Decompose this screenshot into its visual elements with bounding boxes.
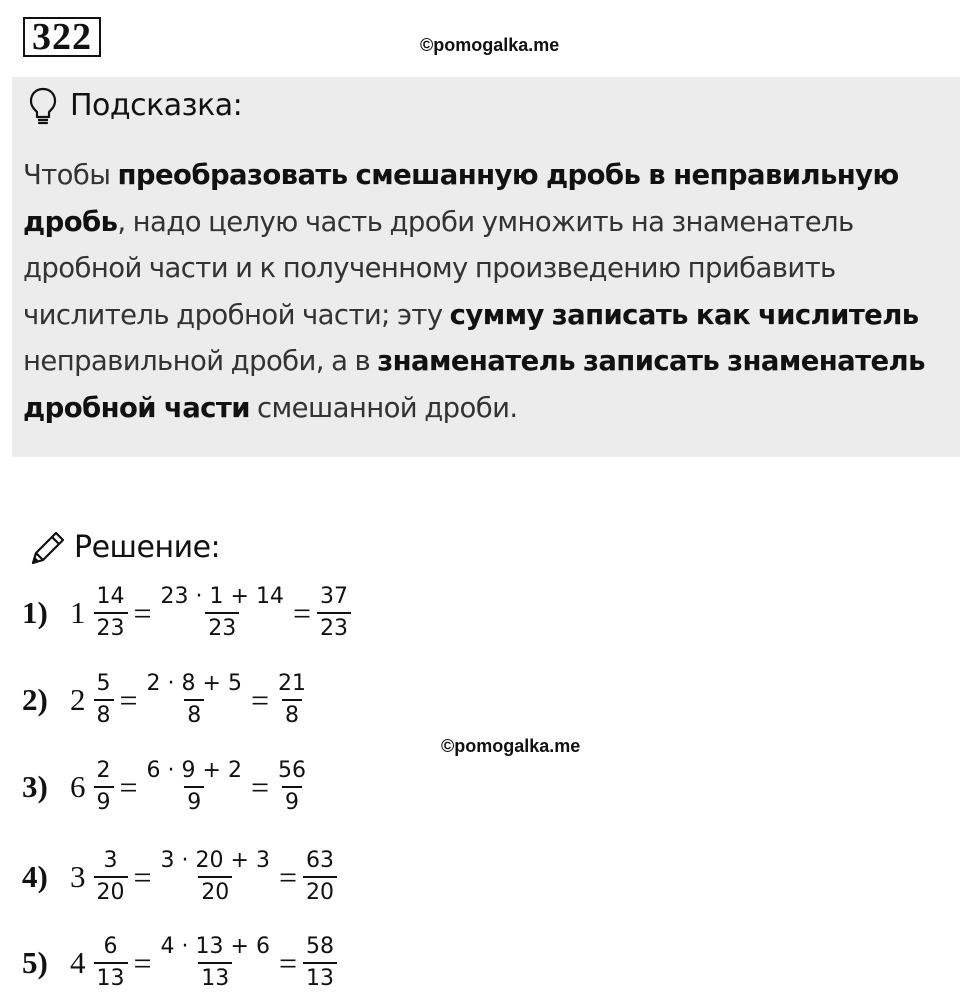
mixed-fraction xyxy=(94,669,114,731)
whole-part: 1 xyxy=(70,595,86,630)
hint-plain-text: смешанной дроби. xyxy=(249,391,518,424)
equals-sign: = xyxy=(133,858,152,895)
pencil-icon xyxy=(28,528,68,568)
result-fraction xyxy=(275,756,309,818)
numerator: 56 xyxy=(277,758,306,783)
mixed-fraction xyxy=(94,932,128,994)
expression-fraction xyxy=(144,669,245,731)
equals-sign: = xyxy=(119,768,138,805)
hint-bold-text: преобразовать смешанную дробь в неправильную дробь xyxy=(23,159,899,238)
numerator: 2 · 8 + 5 xyxy=(146,671,242,696)
mixed-fraction xyxy=(94,582,128,644)
equals-sign: = xyxy=(250,681,269,718)
solution-row xyxy=(22,578,353,648)
mixed-fraction xyxy=(94,846,128,908)
equals-sign: = xyxy=(292,594,311,631)
denominator: 13 xyxy=(198,962,232,994)
denominator: 9 xyxy=(184,786,204,818)
task-number: 322 xyxy=(23,17,101,57)
whole-part: 3 xyxy=(70,859,86,894)
whole-part: 2 xyxy=(70,682,86,717)
hint-bold-text: знаменатель записать знаменатель дробной части xyxy=(23,345,925,424)
denominator: 13 xyxy=(303,962,337,994)
row-label: 1) xyxy=(22,595,48,630)
solution-row xyxy=(22,752,311,822)
solution-title: Решение: xyxy=(74,530,221,565)
solution-row xyxy=(22,665,311,735)
numerator: 4 · 13 + 6 xyxy=(160,934,270,959)
mixed-fraction xyxy=(94,756,114,818)
row-label: 4) xyxy=(22,859,48,894)
watermark-top: ©pomogalka.me xyxy=(420,35,560,55)
equals-sign: = xyxy=(250,768,269,805)
denominator: 13 xyxy=(94,962,128,994)
numerator: 63 xyxy=(305,848,334,873)
numerator: 5 xyxy=(96,671,111,696)
denominator: 23 xyxy=(317,612,351,644)
equals-sign: = xyxy=(119,681,138,718)
numerator: 6 xyxy=(103,934,118,959)
denominator: 23 xyxy=(205,612,239,644)
watermark-middle: ©pomogalka.me xyxy=(441,736,581,756)
result-fraction xyxy=(303,846,337,908)
denominator: 9 xyxy=(282,786,302,818)
result-fraction xyxy=(275,669,309,731)
row-label: 3) xyxy=(22,769,48,804)
hint-plain-text: , надо целую часть дроби умножить на знаменатель дробной части и к полученному произведению прибавить числитель дробной части; эту xyxy=(23,205,854,331)
denominator: 23 xyxy=(94,612,128,644)
expression-fraction xyxy=(144,756,245,818)
hint-bold-text: сумму записать как числитель xyxy=(449,298,919,331)
expression-fraction xyxy=(158,846,273,908)
row-label: 2) xyxy=(22,682,48,717)
lightbulb-icon xyxy=(28,86,58,126)
numerator: 6 · 9 + 2 xyxy=(146,758,242,783)
numerator: 3 · 20 + 3 xyxy=(160,848,270,873)
denominator: 20 xyxy=(303,876,337,908)
whole-part: 6 xyxy=(70,769,86,804)
expression-fraction xyxy=(158,932,273,994)
numerator: 14 xyxy=(96,584,125,609)
solution-row xyxy=(22,842,339,912)
expression-fraction xyxy=(158,582,287,644)
numerator: 3 xyxy=(103,848,118,873)
hint-plain-text: неправильной дроби, а в xyxy=(23,345,378,377)
denominator: 20 xyxy=(94,876,128,908)
hint-title: Подсказка: xyxy=(70,88,243,123)
denominator: 8 xyxy=(94,699,114,731)
equals-sign: = xyxy=(278,858,297,895)
hint-plain-text: Чтобы xyxy=(23,159,118,191)
denominator: 9 xyxy=(94,786,114,818)
numerator: 58 xyxy=(305,934,334,959)
denominator: 8 xyxy=(184,699,204,731)
hint-text xyxy=(23,152,953,431)
numerator: 2 xyxy=(96,758,111,783)
equals-sign: = xyxy=(133,944,152,981)
result-fraction xyxy=(317,582,351,644)
row-label: 5) xyxy=(22,945,48,980)
denominator: 20 xyxy=(198,876,232,908)
numerator: 21 xyxy=(277,671,306,696)
solution-row xyxy=(22,928,339,998)
numerator: 23 · 1 + 14 xyxy=(160,584,284,609)
denominator: 8 xyxy=(282,699,302,731)
result-fraction xyxy=(303,932,337,994)
equals-sign: = xyxy=(278,944,297,981)
equals-sign: = xyxy=(133,594,152,631)
numerator: 37 xyxy=(319,584,348,609)
whole-part: 4 xyxy=(70,945,86,980)
